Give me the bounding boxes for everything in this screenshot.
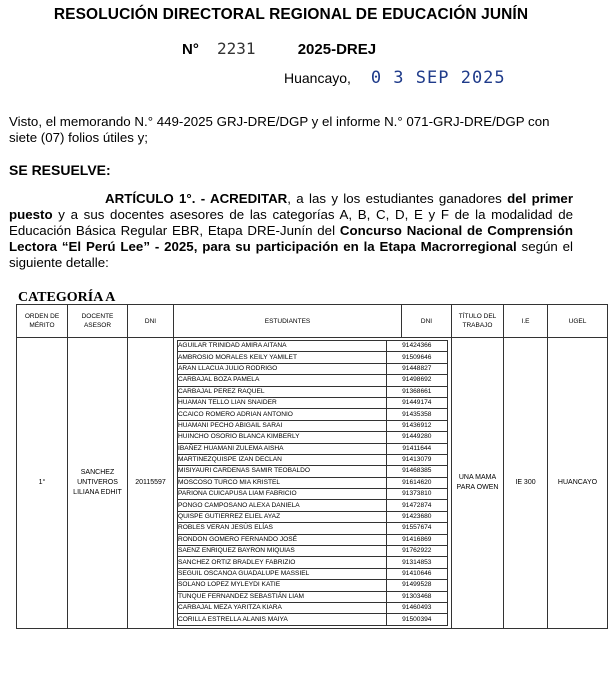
year-code: 2025-DREJ — [297, 41, 377, 58]
student-row — [178, 500, 448, 511]
header-ie: I.E — [504, 305, 548, 338]
student-name: ROBLES VERAN JESÚS ELÍAS — [178, 523, 387, 534]
student-name: HUAMANI PECHO ABIGAIL SARAI — [178, 420, 387, 431]
student-row — [178, 602, 448, 613]
student-row — [178, 341, 448, 352]
student-dni: 91449280 — [386, 432, 447, 443]
student-name: PONGO CAMPOSANO ALEXA DANIELA — [178, 500, 387, 511]
student-name: HUAMAN TELLO LIAN SNAIDER — [178, 397, 387, 408]
student-dni: 91449174 — [386, 397, 447, 408]
student-name: QUISPE GUTIERREZ ELIEL AYAZ — [178, 511, 387, 522]
student-row — [178, 386, 448, 397]
student-row — [178, 409, 448, 420]
student-row — [178, 557, 448, 568]
titulo-cell: UNA MAMA PARA OWEN — [452, 338, 504, 629]
student-row — [178, 568, 448, 579]
student-dni: 91498692 — [386, 375, 447, 386]
student-name: IBAÑEZ HUAMANI ZULEMA AISHA — [178, 443, 387, 454]
number-prefix: N° — [182, 41, 199, 58]
student-dni: 91416869 — [386, 534, 447, 545]
header-ugel: UGEL — [548, 305, 608, 338]
student-dni: 91499528 — [386, 580, 447, 591]
student-dni: 91557674 — [386, 523, 447, 534]
student-name: MARTINEZQUISPE IZAN DECLAN — [178, 454, 387, 465]
header-orden: ORDEN DE MÉRITO — [17, 305, 68, 338]
student-name: MOSCOSO TURCO MIA KRISTEL — [178, 477, 387, 488]
student-row — [178, 477, 448, 488]
student-dni: 91509646 — [386, 352, 447, 363]
student-dni: 91368661 — [386, 386, 447, 397]
students-inner-table — [177, 340, 448, 626]
header-docente: DOCENTE ASESOR — [68, 305, 128, 338]
student-name: CARBAJAL PEREZ RAQUEL — [178, 386, 387, 397]
orden-cell: 1° — [17, 338, 68, 629]
student-dni: 91468385 — [386, 466, 447, 477]
student-dni: 91500394 — [386, 614, 447, 625]
docente-cell: SANCHEZ UNTIVEROS LILIANA EDHIT — [68, 338, 128, 629]
student-row — [178, 420, 448, 431]
resolution-title: RESOLUCIÓN DIRECTORAL REGIONAL DE EDUCACIÓN JUNÍN — [53, 6, 529, 23]
student-dni: 91614620 — [386, 477, 447, 488]
student-name: AGUILAR TRINIDAD AMIRA AITANA — [178, 341, 387, 352]
student-dni: 91410646 — [386, 568, 447, 579]
student-dni: 91424366 — [386, 341, 447, 352]
date-stamp: 0 3 SEP 2025 — [370, 68, 506, 88]
table-row — [17, 338, 608, 629]
se-resuelve-heading: SE RESUELVE: — [9, 162, 111, 178]
category-heading: CATEGORÍA A — [18, 290, 116, 305]
student-dni: 91423680 — [386, 511, 447, 522]
student-dni: 91373810 — [386, 489, 447, 500]
student-dni: 91460493 — [386, 602, 447, 613]
article-bold: del primer puesto — [9, 191, 573, 222]
header-dni: DNI — [128, 305, 174, 338]
student-name: SOLANO LOPEZ MYLEYDI KATIE — [178, 580, 387, 591]
student-row — [178, 614, 448, 625]
header-dni-estudiante: DNI — [402, 305, 452, 338]
header-titulo: TÍTULO DEL TRABAJO — [452, 305, 504, 338]
resolution-number-line — [182, 39, 376, 58]
student-name: RONDON GOMERO FERNANDO JOSÉ — [178, 534, 387, 545]
student-name: MISIYAURI CARDENAS SAMIR TEOBALDO — [178, 466, 387, 477]
number-stamp: 2231 — [217, 39, 256, 58]
student-dni: 91448827 — [386, 363, 447, 374]
date-line — [284, 68, 506, 88]
ugel-cell: HUANCAYO — [548, 338, 608, 629]
student-name: ARAN LLACUA JULIO RODRIGO — [178, 363, 387, 374]
student-name: CORILLA ESTRELLA ALANIS MAIYA — [178, 614, 387, 625]
visto-paragraph: Visto, el memorando N.° 449-2025 GRJ-DRE/DGP y el informe N.° 071-GRJ-DRE/DGP con siete (07) folios útiles y; — [9, 114, 550, 145]
student-name: CCAICO ROMERO ADRIAN ANTONIO — [178, 409, 387, 420]
student-row — [178, 546, 448, 557]
student-row — [178, 489, 448, 500]
city: Huancayo, — [284, 70, 351, 86]
article-1-paragraph — [9, 191, 573, 271]
student-dni: 91411644 — [386, 443, 447, 454]
header-estudiantes: ESTUDIANTES — [174, 305, 402, 338]
student-row — [178, 580, 448, 591]
ie-cell: IE 300 — [504, 338, 548, 629]
student-name: SAENZ ENRIQUEZ BAYRON MIQUIAS — [178, 546, 387, 557]
student-dni: 91472874 — [386, 500, 447, 511]
student-dni: 91314853 — [386, 557, 447, 568]
article-text: , a las y los estudiantes ganadores — [287, 191, 508, 206]
student-row — [178, 523, 448, 534]
student-name: CARBAJAL BOZA PAMELA — [178, 375, 387, 386]
student-row — [178, 466, 448, 477]
article-text: y a sus docentes asesores de las categorías A, B, C, D, E y F de la modalidad de Educación Básica Regular EBR, Etapa DRE-Junín del — [9, 207, 573, 238]
student-row — [178, 363, 448, 374]
article-text: según el siguiente detalle: — [9, 239, 573, 270]
student-dni: 91435358 — [386, 409, 447, 420]
article-bold: Concurso Nacional de Comprensión Lectora “El Perú Lee” - 2025, para su participación en la Etapa Macrorregional — [9, 223, 573, 254]
student-name: AMBROSIO MORALES KEILY YAMILET — [178, 352, 387, 363]
student-name: SANCHEZ ORTIZ BRADLEY FABRIZIO — [178, 557, 387, 568]
student-row — [178, 534, 448, 545]
student-dni: 91413079 — [386, 454, 447, 465]
student-dni: 91303468 — [386, 591, 447, 602]
article-label: ARTÍCULO 1°. - ACREDITAR — [105, 191, 288, 206]
docente-dni-cell: 20115597 — [128, 338, 174, 629]
student-row — [178, 375, 448, 386]
student-dni: 91436912 — [386, 420, 447, 431]
student-name: HUINCHO OSORIO BLANCA KIMBERLY — [178, 432, 387, 443]
student-name: SEGUIL OSCANOA GUADALUPE MASSIEL — [178, 568, 387, 579]
students-list — [174, 338, 452, 629]
student-row — [178, 397, 448, 408]
student-name: PARIONA CUICAPUSA LIAM FABRICIO — [178, 489, 387, 500]
student-row — [178, 432, 448, 443]
winners-table — [16, 304, 608, 629]
student-row — [178, 511, 448, 522]
student-dni: 91762922 — [386, 546, 447, 557]
table-header-row — [17, 305, 608, 338]
student-row — [178, 352, 448, 363]
student-row — [178, 591, 448, 602]
student-row — [178, 443, 448, 454]
student-name: CARBAJAL MEZA YARITZA KIARA — [178, 602, 387, 613]
student-name: TUNQUE FERNANDEZ SEBASTIÁN LIAM — [178, 591, 387, 602]
student-row — [178, 454, 448, 465]
